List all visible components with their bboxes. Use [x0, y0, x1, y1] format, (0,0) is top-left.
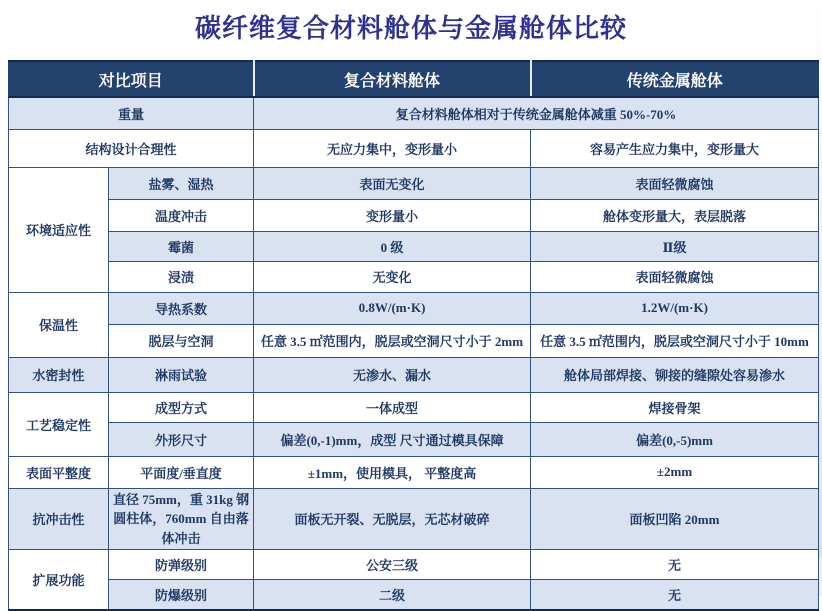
env-immersion-composite: 无变化: [254, 261, 531, 292]
row-env-immersion: [9, 261, 819, 292]
weight-item: 重量: [9, 97, 254, 129]
row-structure: [9, 129, 819, 167]
col-header-composite: 复合材料舱体: [254, 61, 531, 97]
thermal-conductivity-metal: 1.2W/(m·K): [531, 292, 819, 324]
extension-group-label: 扩展功能: [9, 550, 109, 610]
process-group-label: 工艺稳定性: [9, 392, 109, 456]
delamination-composite: 任意 3.5 ㎡范围内，脱层或空洞尺寸小于 2mm: [254, 324, 531, 357]
impact-group-label: 抗冲击性: [9, 488, 109, 550]
structure-composite: 无应力集中，变形量小: [254, 129, 531, 167]
impact-composite: 面板无开裂、无脱层，无芯材破碎: [254, 488, 531, 550]
delamination-metal: 任意 3.5 ㎡范围内，脱层或空洞尺寸小于 10mm: [531, 324, 819, 357]
env-mold-metal: Ⅱ级: [531, 231, 819, 261]
env-immersion-label: 浸渍: [109, 261, 254, 292]
molding-method-composite: 一体成型: [254, 392, 531, 422]
comparison-table: [8, 60, 819, 611]
bulletproof-composite: 公安三级: [254, 550, 531, 580]
thermal-conductivity-composite: 0.8W/(m·K): [254, 292, 531, 324]
row-weight: [9, 97, 819, 129]
row-env-mold: [9, 231, 819, 261]
env-immersion-metal: 表面轻微腐蚀: [531, 261, 819, 292]
thermal-conductivity-label: 导热系数: [109, 292, 254, 324]
explosionproof-metal: 无: [531, 580, 819, 610]
outer-dimensions-label: 外形尺寸: [109, 422, 254, 456]
env-salt-fog-label: 盐雾、湿热: [109, 167, 254, 199]
weight-value: 复合材料舱体相对于传统金属舱体减重 50%-70%: [254, 97, 819, 129]
delamination-label: 脱层与空洞: [109, 324, 254, 357]
flatness-group-label: 表面平整度: [9, 456, 109, 488]
row-thermal-conductivity: [9, 292, 819, 324]
env-group-label: 环境适应性: [9, 167, 109, 292]
col-header-metal: 传统金属舱体: [531, 61, 819, 97]
env-salt-fog-metal: 表面轻微腐蚀: [531, 167, 819, 199]
row-delamination: [9, 324, 819, 357]
watertight-group-label: 水密封性: [9, 357, 109, 392]
molding-method-label: 成型方式: [109, 392, 254, 422]
env-mold-label: 霉菌: [109, 231, 254, 261]
bulletproof-metal: 无: [531, 550, 819, 580]
row-env-thermal-shock: [9, 199, 819, 231]
flatness-label: 平面度/垂直度: [109, 456, 254, 488]
outer-dimensions-metal: 偏差(0,-5)mm: [531, 422, 819, 456]
row-explosionproof: [9, 580, 819, 610]
env-salt-fog-composite: 表面无变化: [254, 167, 531, 199]
env-thermal-shock-metal: 舱体变形量大，表层脱落: [531, 199, 819, 231]
row-bulletproof: [9, 550, 819, 580]
env-thermal-shock-label: 温度冲击: [109, 199, 254, 231]
header-row: [9, 61, 819, 97]
explosionproof-label: 防爆级别: [109, 580, 254, 610]
row-impact: [9, 488, 819, 550]
structure-item: 结构设计合理性: [9, 129, 254, 167]
col-header-item: 对比项目: [9, 61, 254, 97]
impact-condition-label: 直径 75mm，重 31kg 钢圆柱体，760mm 自由落体冲击: [109, 488, 254, 550]
flatness-composite: ±1mm，使用模具， 平整度高: [254, 456, 531, 488]
molding-method-metal: 焊接骨架: [531, 392, 819, 422]
rain-test-composite: 无渗水、漏水: [254, 357, 531, 392]
row-molding-method: [9, 392, 819, 422]
structure-metal: 容易产生应力集中，变形量大: [531, 129, 819, 167]
row-env-salt-fog: [9, 167, 819, 199]
bulletproof-label: 防弹级别: [109, 550, 254, 580]
env-thermal-shock-composite: 变形量小: [254, 199, 531, 231]
outer-dimensions-composite: 偏差(0,-1)mm，成型 尺寸通过模具保障: [254, 422, 531, 456]
row-flatness: [9, 456, 819, 488]
impact-metal: 面板凹陷 20mm: [531, 488, 819, 550]
insulation-group-label: 保温性: [9, 292, 109, 357]
row-rain-test: [9, 357, 819, 392]
rain-test-label: 淋雨试验: [109, 357, 254, 392]
flatness-metal: ±2mm: [531, 456, 819, 488]
row-outer-dimensions: [9, 422, 819, 456]
page-title: 碳纤维复合材料舱体与金属舱体比较: [194, 13, 627, 43]
env-mold-composite: 0 级: [254, 231, 531, 261]
rain-test-metal: 舱体局部焊接、铆接的缝隙处容易渗水: [531, 357, 819, 392]
explosionproof-composite: 二级: [254, 580, 531, 610]
